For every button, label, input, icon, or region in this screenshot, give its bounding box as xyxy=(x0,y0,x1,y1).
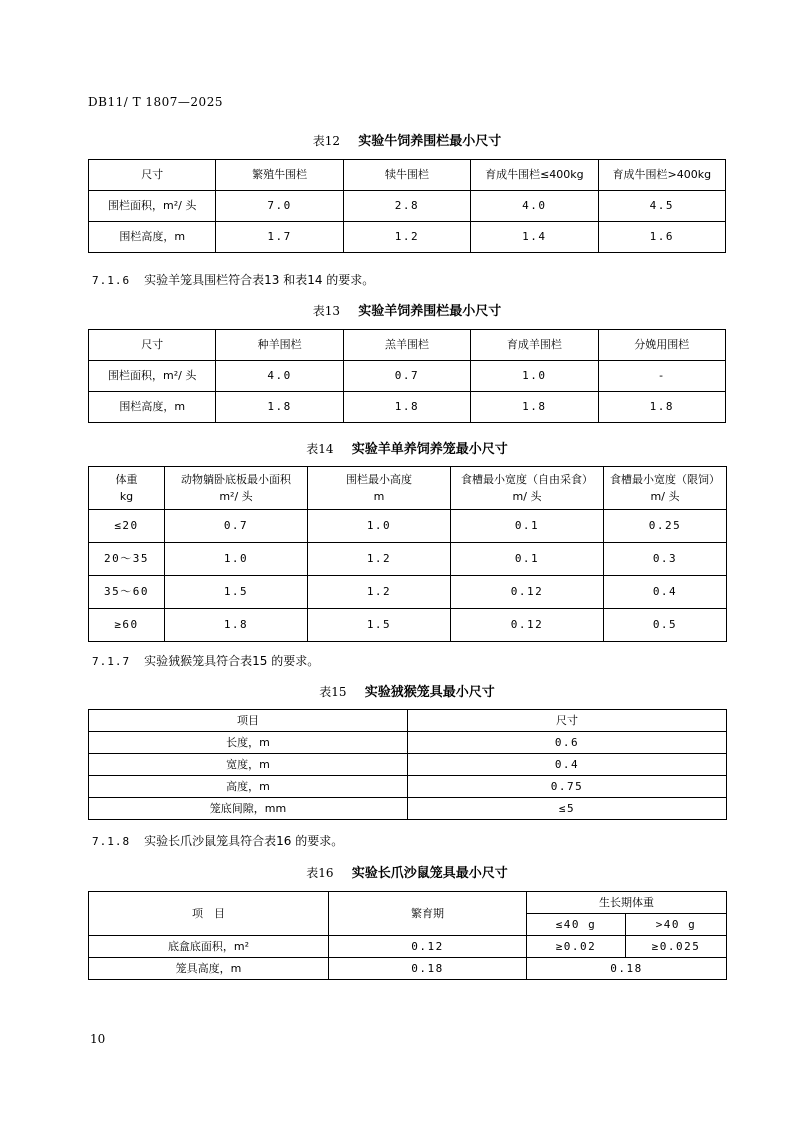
table13-cell: 1.8 xyxy=(216,392,343,423)
table14-header xyxy=(604,467,727,510)
table-row xyxy=(89,543,727,576)
table14-cell: 0.25 xyxy=(604,510,727,543)
table15-cell: 笼底间隙，mm xyxy=(89,798,408,820)
standard-number: DB11/ T 1807—2025 xyxy=(88,95,223,109)
table-row xyxy=(89,392,726,423)
table14-header xyxy=(451,467,604,510)
table14-cell: ≥60 xyxy=(89,609,165,642)
table16-cell: ≥0.02 xyxy=(527,936,626,958)
table-row xyxy=(89,191,726,222)
table15-cell: 宽度，m xyxy=(89,754,408,776)
table16-header: >40 g xyxy=(626,914,727,936)
table15-cell: 0.6 xyxy=(408,732,727,754)
table16-header: 生长期体重 xyxy=(527,892,727,914)
table14-cell: 0.7 xyxy=(165,510,308,543)
table12-header: 犊牛围栏 xyxy=(343,160,470,191)
table12-caption-title: 实验牛饲养围栏最小尺寸 xyxy=(358,134,502,149)
table14-caption xyxy=(88,438,726,457)
table-row xyxy=(89,576,727,609)
table-row xyxy=(89,609,727,642)
table12-cell: 1.2 xyxy=(343,222,470,253)
table16-caption-title: 实验长爪沙鼠笼具最小尺寸 xyxy=(351,866,508,881)
table12-cell: 2.8 xyxy=(343,191,470,222)
header-unit: m/ 头 xyxy=(512,490,542,503)
table16-caption-num: 表16 xyxy=(306,866,334,880)
table13-caption-title: 实验羊饲养围栏最小尺寸 xyxy=(358,304,502,319)
page-number: 10 xyxy=(90,1032,106,1046)
table13-cell: 1.0 xyxy=(471,361,598,392)
header-line: 体重 xyxy=(115,472,138,486)
table14-cell: 0.3 xyxy=(604,543,727,576)
clause-number: 7.1.8 xyxy=(92,835,131,848)
table16-cell: 笼具高度，m xyxy=(89,958,329,980)
table-row xyxy=(89,958,727,980)
table15-caption xyxy=(88,681,726,700)
table15-caption-num: 表15 xyxy=(319,685,347,699)
table12-header: 繁殖牛围栏 xyxy=(216,160,343,191)
clause-number: 7.1.6 xyxy=(92,274,131,287)
table-row xyxy=(89,798,727,820)
table15-header: 项目 xyxy=(89,710,408,732)
table16-header: ≤40 g xyxy=(527,914,626,936)
table13-caption xyxy=(88,300,726,319)
table14-cell: 0.12 xyxy=(451,576,604,609)
table12-cell: 1.6 xyxy=(598,222,725,253)
table14-cell: 0.5 xyxy=(604,609,727,642)
table-row xyxy=(89,222,726,253)
table15-cell: 长度，m xyxy=(89,732,408,754)
table16 xyxy=(88,891,727,980)
header-unit: m/ 头 xyxy=(650,490,680,503)
table14 xyxy=(88,466,727,642)
table13-cell: 0.7 xyxy=(343,361,470,392)
clause-number: 7.1.7 xyxy=(92,655,131,668)
table16-header: 繁育期 xyxy=(329,892,527,936)
table15 xyxy=(88,709,727,820)
clause-7-1-7 xyxy=(92,652,319,669)
table13-caption-num: 表13 xyxy=(312,304,341,318)
table13-header: 种羊围栏 xyxy=(216,330,343,361)
table14-cell: 35～60 xyxy=(89,576,165,609)
table13-cell: - xyxy=(598,361,725,392)
table13-header: 分娩用围栏 xyxy=(598,330,725,361)
table14-cell: 0.1 xyxy=(451,543,604,576)
table14-header xyxy=(165,467,308,510)
table14-cell: 1.0 xyxy=(308,510,451,543)
table16-cell: 底盒底面积，m² xyxy=(89,936,329,958)
header-unit: m²/ 头 xyxy=(219,490,253,503)
clause-7-1-6 xyxy=(92,271,374,288)
table15-cell: 0.75 xyxy=(408,776,727,798)
table12-cell: 7.0 xyxy=(216,191,343,222)
header-line: 动物躺卧底板最小面积 xyxy=(181,472,291,486)
table14-caption-num: 表14 xyxy=(306,442,334,456)
table14-cell: 20～35 xyxy=(89,543,165,576)
table15-cell: 高度，m xyxy=(89,776,408,798)
table14-cell: 1.5 xyxy=(165,576,308,609)
table14-cell: 1.0 xyxy=(165,543,308,576)
table16-cell: ≥0.025 xyxy=(626,936,727,958)
table13-header: 育成羊围栏 xyxy=(471,330,598,361)
clause-text: 实验羊笼具围栏符合表13 和表14 的要求。 xyxy=(144,273,375,287)
table13 xyxy=(88,329,726,423)
table16-cell: 0.18 xyxy=(329,958,527,980)
table13-cell: 围栏面积，m²/ 头 xyxy=(89,361,216,392)
table12-cell: 围栏面积，m²/ 头 xyxy=(89,191,216,222)
table12-caption xyxy=(88,130,726,149)
table14-caption-title: 实验羊单养饲养笼最小尺寸 xyxy=(351,442,508,457)
table12-cell: 1.4 xyxy=(471,222,598,253)
table12-cell: 4.0 xyxy=(471,191,598,222)
clause-7-1-8 xyxy=(92,832,343,849)
table14-cell: 1.2 xyxy=(308,543,451,576)
table13-cell: 1.8 xyxy=(598,392,725,423)
table12 xyxy=(88,159,726,253)
table16-cell: 0.18 xyxy=(527,958,727,980)
table13-cell: 围栏高度，m xyxy=(89,392,216,423)
table-row xyxy=(89,732,727,754)
table-row xyxy=(89,510,727,543)
table15-header: 尺寸 xyxy=(408,710,727,732)
table16-header: 项 目 xyxy=(89,892,329,936)
table14-cell: ≤20 xyxy=(89,510,165,543)
table12-header: 尺寸 xyxy=(89,160,216,191)
table13-cell: 1.8 xyxy=(471,392,598,423)
table-row xyxy=(89,776,727,798)
table14-cell: 0.4 xyxy=(604,576,727,609)
table12-cell: 1.7 xyxy=(216,222,343,253)
table13-cell: 1.8 xyxy=(343,392,470,423)
table16-cell: 0.12 xyxy=(329,936,527,958)
clause-text: 实验长爪沙鼠笼具符合表16 的要求。 xyxy=(144,834,344,848)
table-row xyxy=(89,754,727,776)
clause-text: 实验狨猴笼具符合表15 的要求。 xyxy=(144,654,320,668)
table12-cell: 4.5 xyxy=(598,191,725,222)
table14-cell: 1.8 xyxy=(165,609,308,642)
table15-cell: ≤5 xyxy=(408,798,727,820)
table12-caption-num: 表12 xyxy=(312,134,341,148)
table14-cell: 0.1 xyxy=(451,510,604,543)
header-line: 食槽最小宽度（限饲） xyxy=(610,472,720,486)
table14-cell: 0.12 xyxy=(451,609,604,642)
table16-caption xyxy=(88,862,726,881)
table12-header: 育成牛围栏≤400kg xyxy=(471,160,598,191)
table14-header xyxy=(89,467,165,510)
table12-cell: 围栏高度，m xyxy=(89,222,216,253)
header-line: 围栏最小高度 xyxy=(346,472,412,486)
table14-cell: 1.2 xyxy=(308,576,451,609)
table12-header: 育成牛围栏>400kg xyxy=(598,160,725,191)
table13-cell: 4.0 xyxy=(216,361,343,392)
header-line: 食槽最小宽度（自由采食） xyxy=(461,472,593,486)
header-unit: m xyxy=(373,490,385,503)
table14-header xyxy=(308,467,451,510)
table13-header: 尺寸 xyxy=(89,330,216,361)
table15-caption-title: 实验狨猴笼具最小尺寸 xyxy=(364,685,495,700)
table13-header: 羔羊围栏 xyxy=(343,330,470,361)
table-row xyxy=(89,936,727,958)
table-row xyxy=(89,361,726,392)
table14-cell: 1.5 xyxy=(308,609,451,642)
table15-cell: 0.4 xyxy=(408,754,727,776)
header-unit: kg xyxy=(119,490,134,503)
